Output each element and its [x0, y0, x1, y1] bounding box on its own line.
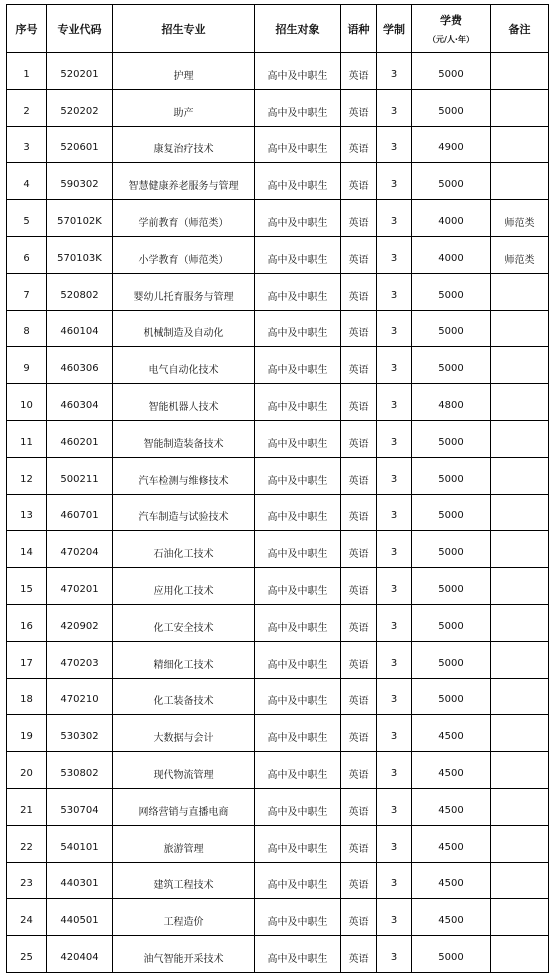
cell-target: 高中及中职生 — [255, 163, 341, 200]
cell-note — [491, 457, 549, 494]
cell-target: 高中及中职生 — [255, 347, 341, 384]
cell-years: 3 — [377, 862, 412, 899]
cell-lang: 英语 — [341, 163, 377, 200]
cell-lang: 英语 — [341, 715, 377, 752]
cell-seq: 10 — [7, 384, 47, 421]
cell-major: 精细化工技术 — [113, 641, 255, 678]
cell-years: 3 — [377, 494, 412, 531]
cell-major: 化工装备技术 — [113, 678, 255, 715]
cell-lang: 英语 — [341, 788, 377, 825]
cell-major: 大数据与会计 — [113, 715, 255, 752]
cell-seq: 6 — [7, 236, 47, 273]
cell-major: 康复治疗技术 — [113, 126, 255, 163]
cell-code: 590302 — [47, 163, 113, 200]
cell-fee: 4000 — [412, 200, 491, 237]
cell-major: 油气智能开采技术 — [113, 936, 255, 973]
cell-years: 3 — [377, 752, 412, 789]
table-row — [7, 494, 549, 531]
cell-code: 460104 — [47, 310, 113, 347]
table-row — [7, 163, 549, 200]
cell-major: 网络营销与直播电商 — [113, 788, 255, 825]
cell-fee: 5000 — [412, 420, 491, 457]
header-years: 学制 — [377, 5, 412, 53]
cell-years: 3 — [377, 163, 412, 200]
cell-code: 520201 — [47, 53, 113, 90]
cell-lang: 英语 — [341, 200, 377, 237]
cell-major: 智能机器人技术 — [113, 384, 255, 421]
cell-code: 520202 — [47, 89, 113, 126]
cell-years: 3 — [377, 825, 412, 862]
cell-lang: 英语 — [341, 678, 377, 715]
cell-seq: 15 — [7, 568, 47, 605]
header-target: 招生对象 — [255, 5, 341, 53]
cell-fee: 4500 — [412, 788, 491, 825]
cell-seq: 17 — [7, 641, 47, 678]
cell-lang: 英语 — [341, 347, 377, 384]
cell-major: 汽车制造与试验技术 — [113, 494, 255, 531]
cell-major: 智慧健康养老服务与管理 — [113, 163, 255, 200]
cell-code: 520601 — [47, 126, 113, 163]
cell-major: 化工安全技术 — [113, 604, 255, 641]
cell-seq: 14 — [7, 531, 47, 568]
cell-code: 570103K — [47, 236, 113, 273]
cell-seq: 9 — [7, 347, 47, 384]
cell-fee: 4500 — [412, 715, 491, 752]
cell-fee: 5000 — [412, 494, 491, 531]
cell-fee: 4500 — [412, 825, 491, 862]
cell-seq: 16 — [7, 604, 47, 641]
cell-note — [491, 420, 549, 457]
cell-major: 小学教育（师范类） — [113, 236, 255, 273]
cell-lang: 英语 — [341, 899, 377, 936]
header-row — [7, 5, 549, 53]
cell-target: 高中及中职生 — [255, 384, 341, 421]
table-row — [7, 531, 549, 568]
table-row — [7, 126, 549, 163]
cell-fee: 4900 — [412, 126, 491, 163]
table-row — [7, 825, 549, 862]
cell-target: 高中及中职生 — [255, 825, 341, 862]
cell-target: 高中及中职生 — [255, 236, 341, 273]
cell-fee: 4800 — [412, 384, 491, 421]
cell-note — [491, 788, 549, 825]
cell-code: 570102K — [47, 200, 113, 237]
cell-fee: 5000 — [412, 347, 491, 384]
cell-seq: 12 — [7, 457, 47, 494]
cell-years: 3 — [377, 899, 412, 936]
cell-lang: 英语 — [341, 825, 377, 862]
cell-seq: 19 — [7, 715, 47, 752]
cell-target: 高中及中职生 — [255, 715, 341, 752]
cell-note — [491, 678, 549, 715]
cell-target: 高中及中职生 — [255, 126, 341, 163]
enrollment-table-container — [6, 4, 549, 973]
cell-note — [491, 936, 549, 973]
cell-years: 3 — [377, 236, 412, 273]
cell-years: 3 — [377, 457, 412, 494]
cell-code: 530802 — [47, 752, 113, 789]
cell-note — [491, 604, 549, 641]
cell-note — [491, 568, 549, 605]
cell-fee: 5000 — [412, 531, 491, 568]
cell-target: 高中及中职生 — [255, 604, 341, 641]
cell-seq: 7 — [7, 273, 47, 310]
cell-note — [491, 899, 549, 936]
cell-code: 500211 — [47, 457, 113, 494]
cell-fee: 5000 — [412, 457, 491, 494]
cell-code: 470204 — [47, 531, 113, 568]
cell-code: 530704 — [47, 788, 113, 825]
table-row — [7, 899, 549, 936]
cell-target: 高中及中职生 — [255, 862, 341, 899]
cell-seq: 5 — [7, 200, 47, 237]
cell-note — [491, 715, 549, 752]
header-lang: 语种 — [341, 5, 377, 53]
cell-note — [491, 163, 549, 200]
cell-note — [491, 310, 549, 347]
cell-lang: 英语 — [341, 494, 377, 531]
cell-lang: 英语 — [341, 53, 377, 90]
cell-major: 电气自动化技术 — [113, 347, 255, 384]
cell-fee: 5000 — [412, 604, 491, 641]
cell-target: 高中及中职生 — [255, 788, 341, 825]
cell-note — [491, 273, 549, 310]
header-fee — [412, 5, 491, 53]
cell-major: 助产 — [113, 89, 255, 126]
cell-note — [491, 752, 549, 789]
cell-major: 工程造价 — [113, 899, 255, 936]
cell-lang: 英语 — [341, 384, 377, 421]
cell-lang: 英语 — [341, 531, 377, 568]
cell-major: 汽车检测与维修技术 — [113, 457, 255, 494]
cell-major: 建筑工程技术 — [113, 862, 255, 899]
cell-fee: 5000 — [412, 273, 491, 310]
cell-target: 高中及中职生 — [255, 899, 341, 936]
cell-code: 470210 — [47, 678, 113, 715]
table-row — [7, 568, 549, 605]
cell-seq: 22 — [7, 825, 47, 862]
cell-seq: 3 — [7, 126, 47, 163]
cell-major: 旅游管理 — [113, 825, 255, 862]
table-row — [7, 53, 549, 90]
cell-years: 3 — [377, 531, 412, 568]
cell-note — [491, 862, 549, 899]
cell-seq: 13 — [7, 494, 47, 531]
cell-code: 520802 — [47, 273, 113, 310]
cell-major: 学前教育（师范类） — [113, 200, 255, 237]
cell-code: 540101 — [47, 825, 113, 862]
table-row — [7, 641, 549, 678]
cell-lang: 英语 — [341, 273, 377, 310]
header-seq: 序号 — [7, 5, 47, 53]
cell-note — [491, 53, 549, 90]
cell-seq: 11 — [7, 420, 47, 457]
cell-seq: 4 — [7, 163, 47, 200]
cell-target: 高中及中职生 — [255, 752, 341, 789]
table-row — [7, 604, 549, 641]
cell-years: 3 — [377, 788, 412, 825]
cell-lang: 英语 — [341, 126, 377, 163]
cell-fee: 4500 — [412, 752, 491, 789]
cell-lang: 英语 — [341, 236, 377, 273]
cell-years: 3 — [377, 715, 412, 752]
table-body — [7, 53, 549, 973]
cell-fee: 4500 — [412, 862, 491, 899]
cell-lang: 英语 — [341, 641, 377, 678]
table-row — [7, 678, 549, 715]
cell-code: 530302 — [47, 715, 113, 752]
cell-years: 3 — [377, 678, 412, 715]
cell-years: 3 — [377, 200, 412, 237]
cell-seq: 1 — [7, 53, 47, 90]
cell-code: 470201 — [47, 568, 113, 605]
cell-code: 460304 — [47, 384, 113, 421]
cell-target: 高中及中职生 — [255, 936, 341, 973]
table-row — [7, 862, 549, 899]
cell-seq: 18 — [7, 678, 47, 715]
cell-years: 3 — [377, 89, 412, 126]
cell-lang: 英语 — [341, 89, 377, 126]
enrollment-table — [6, 4, 549, 973]
cell-fee: 4500 — [412, 899, 491, 936]
cell-code: 420404 — [47, 936, 113, 973]
cell-fee: 5000 — [412, 936, 491, 973]
cell-seq: 21 — [7, 788, 47, 825]
cell-fee: 5000 — [412, 89, 491, 126]
cell-years: 3 — [377, 420, 412, 457]
table-row — [7, 457, 549, 494]
cell-target: 高中及中职生 — [255, 678, 341, 715]
cell-years: 3 — [377, 641, 412, 678]
cell-target: 高中及中职生 — [255, 53, 341, 90]
cell-major: 石油化工技术 — [113, 531, 255, 568]
cell-target: 高中及中职生 — [255, 420, 341, 457]
cell-major: 护理 — [113, 53, 255, 90]
cell-note: 师范类 — [491, 200, 549, 237]
cell-code: 440301 — [47, 862, 113, 899]
table-row — [7, 384, 549, 421]
header-fee-unit: （元/人·年） — [428, 35, 474, 44]
cell-major: 智能制造装备技术 — [113, 420, 255, 457]
cell-fee: 5000 — [412, 310, 491, 347]
cell-major: 婴幼儿托育服务与管理 — [113, 273, 255, 310]
cell-code: 470203 — [47, 641, 113, 678]
header-major: 招生专业 — [113, 5, 255, 53]
cell-target: 高中及中职生 — [255, 310, 341, 347]
cell-years: 3 — [377, 310, 412, 347]
cell-fee: 4000 — [412, 236, 491, 273]
table-header — [7, 5, 549, 53]
cell-seq: 23 — [7, 862, 47, 899]
cell-seq: 24 — [7, 899, 47, 936]
table-row — [7, 420, 549, 457]
table-row — [7, 236, 549, 273]
cell-note — [491, 825, 549, 862]
cell-years: 3 — [377, 347, 412, 384]
cell-major: 机械制造及自动化 — [113, 310, 255, 347]
cell-major: 应用化工技术 — [113, 568, 255, 605]
cell-note — [491, 531, 549, 568]
cell-lang: 英语 — [341, 420, 377, 457]
cell-years: 3 — [377, 604, 412, 641]
cell-fee: 5000 — [412, 678, 491, 715]
cell-target: 高中及中职生 — [255, 273, 341, 310]
cell-target: 高中及中职生 — [255, 641, 341, 678]
table-row — [7, 200, 549, 237]
table-row — [7, 347, 549, 384]
cell-seq: 8 — [7, 310, 47, 347]
table-row — [7, 715, 549, 752]
cell-lang: 英语 — [341, 752, 377, 789]
cell-code: 460306 — [47, 347, 113, 384]
cell-fee: 5000 — [412, 568, 491, 605]
table-row — [7, 788, 549, 825]
cell-note — [491, 384, 549, 421]
cell-note — [491, 494, 549, 531]
cell-years: 3 — [377, 53, 412, 90]
cell-target: 高中及中职生 — [255, 457, 341, 494]
cell-target: 高中及中职生 — [255, 200, 341, 237]
cell-seq: 25 — [7, 936, 47, 973]
table-row — [7, 273, 549, 310]
cell-years: 3 — [377, 568, 412, 605]
cell-lang: 英语 — [341, 604, 377, 641]
cell-note — [491, 89, 549, 126]
cell-note — [491, 347, 549, 384]
cell-note — [491, 126, 549, 163]
cell-target: 高中及中职生 — [255, 568, 341, 605]
cell-fee: 5000 — [412, 53, 491, 90]
cell-lang: 英语 — [341, 936, 377, 973]
table-row — [7, 310, 549, 347]
cell-code: 460201 — [47, 420, 113, 457]
cell-target: 高中及中职生 — [255, 494, 341, 531]
cell-fee: 5000 — [412, 163, 491, 200]
cell-fee: 5000 — [412, 641, 491, 678]
cell-years: 3 — [377, 273, 412, 310]
cell-code: 460701 — [47, 494, 113, 531]
cell-lang: 英语 — [341, 568, 377, 605]
cell-years: 3 — [377, 126, 412, 163]
cell-lang: 英语 — [341, 457, 377, 494]
table-row — [7, 89, 549, 126]
table-row — [7, 936, 549, 973]
header-code: 专业代码 — [47, 5, 113, 53]
cell-lang: 英语 — [341, 862, 377, 899]
cell-years: 3 — [377, 384, 412, 421]
cell-target: 高中及中职生 — [255, 531, 341, 568]
cell-code: 420902 — [47, 604, 113, 641]
header-note: 备注 — [491, 5, 549, 53]
cell-target: 高中及中职生 — [255, 89, 341, 126]
cell-note: 师范类 — [491, 236, 549, 273]
cell-seq: 2 — [7, 89, 47, 126]
cell-code: 440501 — [47, 899, 113, 936]
cell-lang: 英语 — [341, 310, 377, 347]
cell-note — [491, 641, 549, 678]
cell-seq: 20 — [7, 752, 47, 789]
table-row — [7, 752, 549, 789]
cell-years: 3 — [377, 936, 412, 973]
cell-major: 现代物流管理 — [113, 752, 255, 789]
header-fee-label: 学费 — [440, 14, 462, 27]
